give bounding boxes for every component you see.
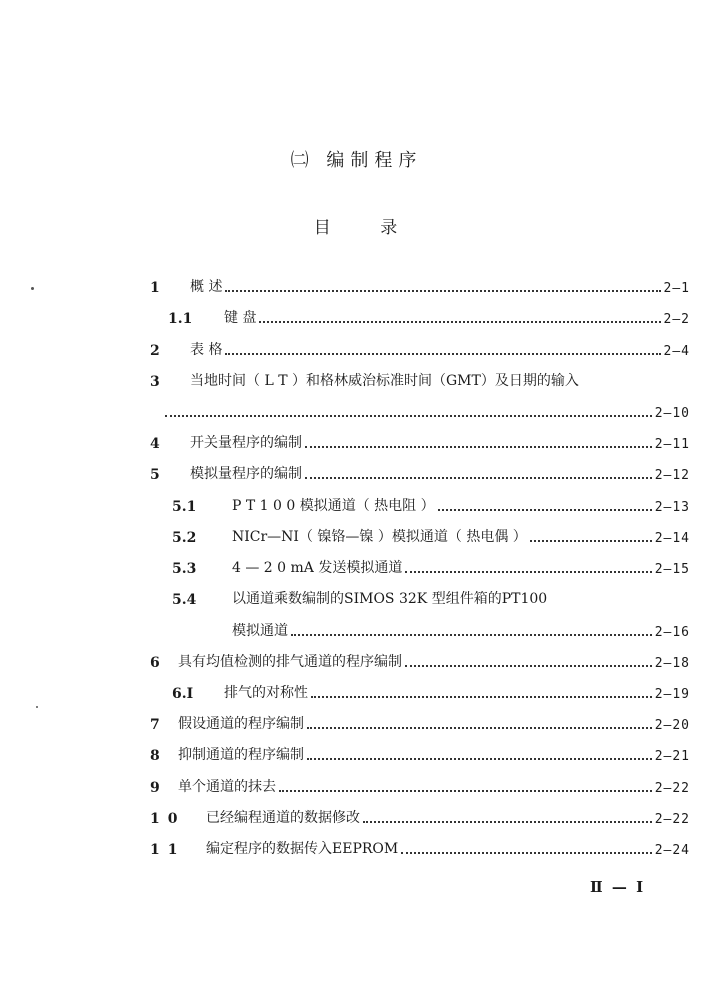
toc-entry-title: 具有均值检测的排气通道的程序编制 [178,654,402,670]
toc-entry-number: 5.1 [172,499,197,515]
toc-entry-title: 单个通道的抹去 [178,779,276,795]
dot-leader [401,851,651,854]
dot-leader [307,726,652,729]
dot-leader [279,789,652,792]
dot-leader [305,476,652,479]
dot-leader [405,570,651,573]
toc-entry-number: 1 [150,280,160,296]
toc-entry-page: 2—12 [654,468,690,483]
dot-leader [307,757,652,760]
toc-entry-title: 当地时间（ L T ）和格林威治标准时间（GMT）及日期的输入 [190,373,579,389]
scan-speck [36,706,38,708]
toc-entry-page: 2—19 [654,687,690,702]
toc-entry-number: 7 [150,717,160,733]
toc-entry [150,272,690,296]
toc-entry-page: 2—1 [663,281,690,296]
toc-entry-page: 2—2 [663,312,690,327]
toc-entry-number: 5.3 [172,561,197,577]
toc-entry-number: 8 [150,748,160,764]
dot-leader [305,445,652,448]
toc-entry [150,709,690,733]
toc-entry-title: 4 — 2 0 mA 发送模拟通道 [232,560,403,576]
toc-entry-page: 2—18 [654,656,690,671]
toc-entry-title: P T 1 0 0 模拟通道（ 热电阻 ） [232,498,435,514]
toc-entry-page: 2—4 [663,344,690,359]
toc-entry [150,740,690,764]
toc-entry-page: 2—15 [654,562,690,577]
scan-speck [31,287,34,290]
toc-heading: 目 录 [313,218,400,238]
toc-entry-page: 2—21 [654,749,690,764]
dot-leader [225,352,660,355]
toc-entry-number: 4 [150,436,160,452]
toc-entry [150,303,690,327]
dot-leader [530,539,652,542]
toc-entry [150,522,690,546]
dot-leader [311,695,652,698]
toc-entry-page: 2—24 [654,843,690,858]
toc-entry-number: 10 [150,811,186,827]
toc-entry [150,584,690,608]
toc-entry-page: 2—20 [654,718,690,733]
toc-entry-number: 5.2 [172,530,197,546]
toc-entry-number: 3 [150,374,160,390]
toc-entry-title: 概 述 [190,279,223,295]
toc-entry-number: 5.4 [172,592,197,608]
toc-entry-title: 以通道乘数编制的SIMOS 32K 型组件箱的PT100 [232,591,548,607]
dot-leader [405,664,652,667]
toc-entry [150,834,690,858]
toc-entry-page: 2—16 [654,625,690,640]
toc-entry [150,678,690,702]
toc-entry-number: 11 [150,842,186,858]
toc-entry [150,647,690,671]
toc-entry-title: NICr—NI（ 镍铬—镍 ）模拟通道（ 热电偶 ） [232,529,527,545]
toc-entry-title: 模拟通道 [232,623,288,639]
toc-entry-title: 假设通道的程序编制 [178,716,304,732]
dot-leader [291,633,652,636]
toc-entry-page: 2—14 [654,531,690,546]
toc-entry [150,772,690,796]
toc-entry-title: 排气的对称性 [224,685,308,701]
toc-entry-page: 2—10 [654,406,690,421]
toc-entry-page: 2—11 [654,437,690,452]
toc-entry-title: 模拟量程序的编制 [190,466,302,482]
dot-leader [225,289,660,292]
toc-entry-page: 2—22 [654,781,690,796]
dot-leader [438,508,652,511]
toc-entry-continuation [150,616,690,640]
dot-leader [165,414,652,417]
toc-entry-title: 开关量程序的编制 [190,435,302,451]
toc-entry [150,459,690,483]
toc-entry-page: 2—13 [654,500,690,515]
page-number-footer: Ⅱ — I [590,878,646,896]
toc-entry-title: 键 盘 [224,310,257,326]
toc-entry-page: 2—22 [654,812,690,827]
toc-entry-number: 2 [150,343,160,359]
toc-entry-title: 编定程序的数据传入EEPROM [206,841,399,857]
toc-entry-continuation [150,397,690,421]
dot-leader [259,320,660,323]
toc-entry-number: 1.1 [168,311,193,327]
toc-entry-number: 5 [150,467,160,483]
toc-entry-title: 抑制通道的程序编制 [178,747,304,763]
toc-entry [150,803,690,827]
dot-leader [363,820,652,823]
toc-entry [150,491,690,515]
toc-entry-title: 已经编程通道的数据修改 [206,810,360,826]
section-title: ㈡ 编制程序 [290,150,423,171]
toc-entry-number: 6 [150,655,160,671]
toc-entry-number: 9 [150,780,160,796]
toc-entry [150,428,690,452]
toc-entry-number: 6.I [172,686,194,702]
toc-entry [150,335,690,359]
toc-entry [150,553,690,577]
toc-entry-title: 表 格 [190,342,223,358]
toc-entry [150,366,690,390]
